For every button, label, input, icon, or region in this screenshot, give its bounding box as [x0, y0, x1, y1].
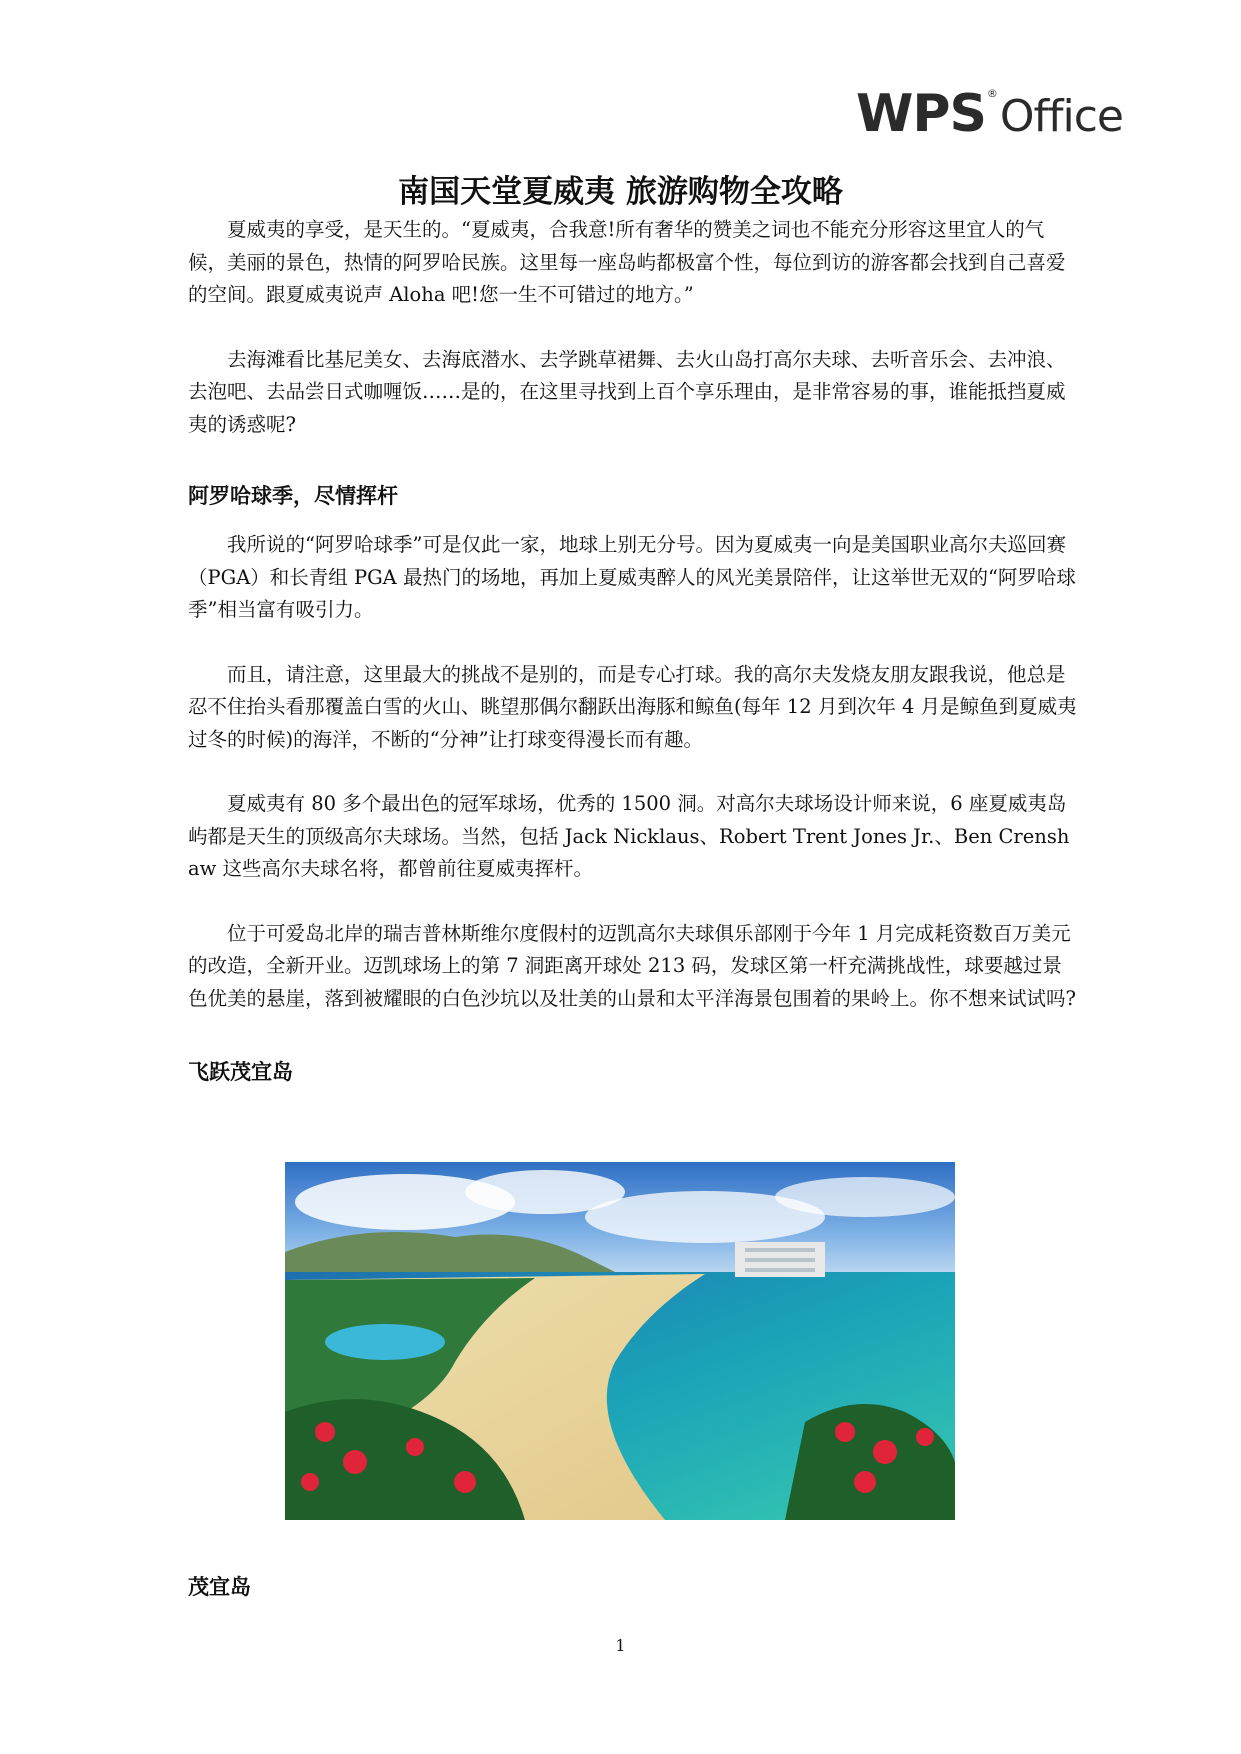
section-heading-maui: 茂宜岛: [188, 1575, 251, 1599]
section-heading-maui-flight: 飞跃茂宜岛: [188, 1060, 293, 1084]
golf-paragraph-1: 我所说的“阿罗哈球季”可是仅此一家，地球上别无分号。因为夏威夷一向是美国职业高尔夫巡回赛（PGA）和长青组 PGA 最热门的场地，再加上夏威夷醉人的风光美景陪伴，让这举世无双的“阿罗哈球季”相当富有吸引力。: [188, 533, 1076, 621]
intro-paragraph-2: 去海滩看比基尼美女、去海底潜水、去学跳草裙舞、去火山岛打高尔夫球、去听音乐会、去冲浪、去泡吧、去品尝日式咖喱饭……是的，在这里寻找到上百个享乐理由，是非常容易的事，谁能抵挡夏威夷的诱惑呢?: [188, 347, 1066, 436]
document-title: 南国天堂夏威夷 旅游购物全攻略: [398, 174, 843, 210]
logo-sub-text: Office: [999, 91, 1123, 142]
section-heading-golf: 阿罗哈球季，尽情挥杆: [188, 484, 398, 508]
logo-registered-mark: ®: [986, 87, 998, 100]
intro-paragraph-1: 夏威夷的享受，是天生的。“夏威夷，合我意!所有奢华的赞美之词也不能充分形容这里宜人的气候，美丽的景色，热情的阿罗哈民族。这里每一座岛屿都极富个性，每位到访的游客都会找到自己喜爱的空间。跟夏威夷说声 Aloha 吧!您一生不可错过的地方。”: [188, 218, 1066, 306]
page-number: 1: [615, 1636, 626, 1655]
maui-beach-photo: [285, 1162, 955, 1520]
document-body: [188, 214, 1078, 1087]
logo-main-text: WPS: [855, 84, 986, 144]
golf-paragraph-3: 夏威夷有 80 多个最出色的冠军球场，优秀的 1500 洞。对高尔夫球场设计师来说，6 座夏威夷岛屿都是天生的顶级高尔夫球场。当然，包括 Jack Nicklaus、Robert Trent Jones Jr.、Ben Crenshaw 这些高尔夫球名将，都曾前往夏威夷挥杆。: [188, 792, 1070, 880]
golf-paragraph-4: 位于可爱岛北岸的瑞吉普林斯维尔度假村的迈凯高尔夫球俱乐部刚于今年 1 月完成耗资数百万美元的改造，全新开业。迈凯球场上的第 7 洞距离开球处 213 码，发球区第一杆充满挑战性，球要越过景色优美的悬崖，落到被耀眼的白色沙坑以及壮美的山景和太平洋海景包围着的果岭上。你不想来试试吗?: [188, 921, 1076, 1010]
wps-office-logo: [855, 84, 1123, 144]
golf-paragraph-2: 而且，请注意，这里最大的挑战不是别的，而是专心打球。我的高尔夫发烧友朋友跟我说，他总是忍不住抬头看那覆盖白雪的火山、眺望那偶尔翻跃出海豚和鲸鱼(每年 12 月到次年 4 月是鲸鱼到夏威夷过冬的时候)的海洋，不断的“分神”让打球变得漫长而有趣。: [188, 662, 1077, 751]
